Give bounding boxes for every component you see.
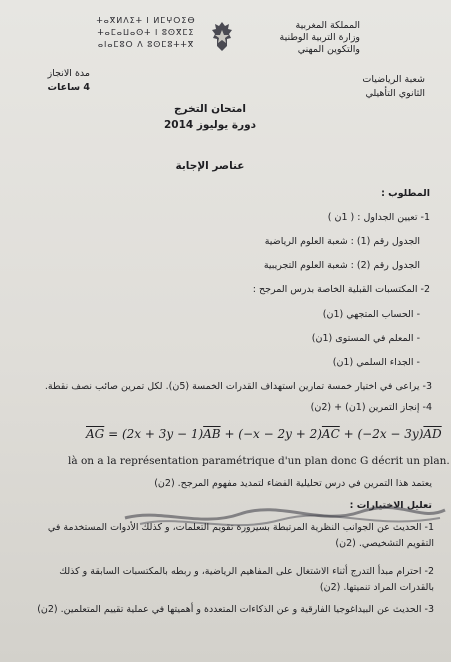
vector-ad: $\overline{AD}$ (423, 427, 442, 441)
ministry-arabic-line-1: المملكة المغربية (295, 20, 360, 31)
justify-1-line-1: 1- الحديث عن الجوانب النظرية المرتبطة بسيرورة تقويم التعلمات، و كذلك الأدوات المستخدمة في (47, 522, 434, 533)
q2-item-2: - المعلم في المستوى (1ن) (311, 333, 420, 344)
vector-ag: $\overline{AG}$ (86, 427, 105, 441)
q3-text: 3- يراعى في اختيار خمسة تمارين استهداف القدرات الخمسة (5ن). لكل تمرين صائب نصف نقطة. (44, 381, 432, 392)
duration-value: 4 ساعات (47, 82, 90, 93)
answer-elements-title: عناصر الإجابة (175, 160, 245, 172)
q2-text: 2- المكتسبات القبلية الخاصة بدرس المرجح : (252, 284, 430, 295)
q1-text: 1- تعيين الجداول : ( 1ن ) (327, 212, 430, 223)
branch-line-2: الثانوي التأهيلي (365, 88, 425, 99)
vector-formula (86, 427, 446, 441)
conclusion-text: là on a la représentation paramétrique d'un plan donc G décrit un plan. (68, 455, 450, 467)
scribble-marks (120, 500, 450, 540)
q4-text: 4- إنجاز التمرين (1ن) + (2ن) (310, 402, 432, 413)
formula-coef-2: + (−x − 2y + 2) (220, 427, 322, 441)
vector-ac: $\overline{AC}$ (321, 427, 340, 441)
justify-2-line-2: بالقدرات المراد تنميتها. (2ن) (319, 582, 434, 593)
ministry-arabic-line-3: والتكوين المهني (297, 44, 360, 55)
ministry-arabic-line-2: وزارة التربية الوطنية (279, 32, 360, 43)
ministry-tifinagh-line-3: ⴰⵏⴰⵎⵓⵔ ⴷ ⵓⵙⵎⵓⵜⵜⴳ (97, 40, 195, 49)
duration-label: مدة الانجاز (47, 68, 90, 79)
justify-1-line-2: التقويم التشخيصي. (2ن) (335, 538, 434, 549)
q2-item-1: - الحساب المتجهي (1ن) (322, 309, 420, 320)
justify-2-line-1: 2- احترام مبدأ التدرج أثناء الاشتغال على المفاهيم الرياضية، و ربطه بالمكتسبات السابقة و كذلك (59, 566, 434, 577)
q2-item-3: - الجداء السلمي (1ن) (332, 357, 420, 368)
formula-coef-1: = (2x + 3y − 1) (104, 427, 204, 441)
vector-ab: $\overline{AB}$ (203, 427, 221, 441)
ministry-tifinagh-line-1: ⵜⴰⴳⵍⴷⵉⵜ ⵏ ⵍⵎⵖⵔⵉⴱ (96, 16, 196, 25)
q4-note: يعتمد هذا التمرين في درس تحليلية الفضاء لتمديد مفهوم المرجح. (2ن) (154, 478, 432, 489)
justify-3-line-1: 3- الحديث عن البيداغوجيا الفارقية و عن الذكاءات المتعددة و أهميتها في عملية تقييم المتعلمين. (2ن) (37, 604, 434, 615)
branch-line-1: شعبة الرياضيات (362, 74, 425, 85)
ministry-tifinagh-line-2: ⵜⴰⵎⴰⵡⴰⵙⵜ ⵏ ⵓⵙⴳⵎⵉ (97, 28, 195, 37)
formula-coef-3: + (−2x − 3y) (339, 427, 424, 441)
exam-session: دورة يوليوز 2014 (163, 119, 257, 131)
royal-emblem-icon (207, 20, 237, 54)
q1-table-1: الجدول رقم (1) : شعبة العلوم الرياضية (264, 236, 420, 247)
justify-heading: تعليل الاختيارات : (349, 500, 432, 511)
required-heading: المطلوب : (381, 188, 430, 199)
q1-table-2: الجدول رقم (2) : شعبة العلوم التجريبية (263, 260, 420, 271)
exam-title: امتحان التخرج (173, 103, 246, 115)
